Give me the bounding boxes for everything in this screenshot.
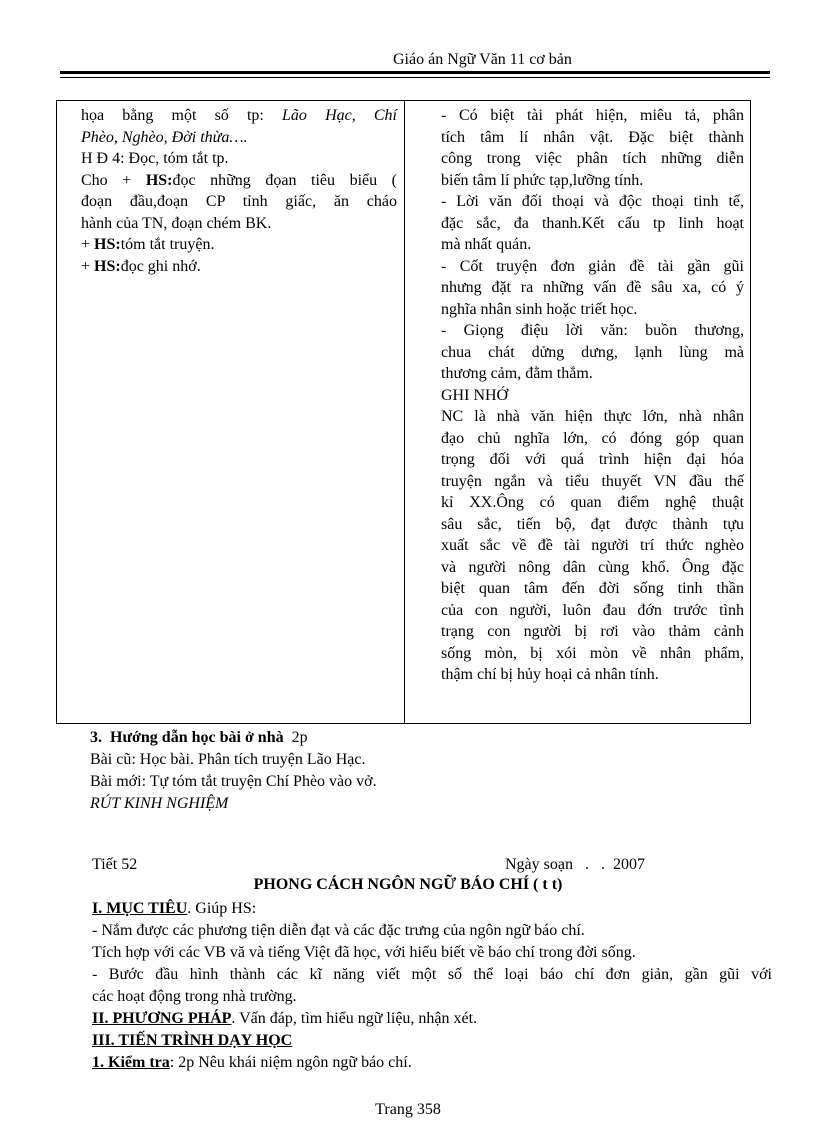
right-line: - Lời văn đối thoại và độc thoại tinh tế, [441, 193, 744, 210]
lesson-body [92, 898, 772, 1074]
lesson-title: PHONG CÁCH NGÔN NGỮ BÁO CHÍ ( t t) [253, 876, 563, 893]
left-line: đoạn đầu,đoạn CP tỉnh giấc, ăn cháo [81, 193, 397, 210]
table-column-divider [404, 101, 405, 723]
right-line: kỉ XX.Ông có quan điểm nghệ thuật [441, 494, 744, 511]
right-line: đặc sắc, đa thanh.Kết cấu tp linh hoạt [441, 214, 744, 232]
right-line: thậm chí bị hủy hoại cả nhân tính. [441, 666, 659, 683]
page-number: Trang 358 [375, 1101, 441, 1118]
right-line: - Cốt truyện đơn giản đề tài gần gũi [441, 257, 744, 275]
check-line: 1. Kiểm tra: 2p Nêu khái niệm ngôn ngữ báo chí. [92, 1054, 412, 1071]
left-line: họa bằng một số tp: Lão Hạc, Chí [81, 107, 398, 124]
rut-kinh-nghiem: RÚT KINH NGHIỆM [90, 795, 229, 812]
process-heading: III. TIẾN TRÌNH DẠY HỌC [92, 1032, 293, 1049]
right-line: - Có biệt tài phát hiện, miêu tả, phân [441, 107, 744, 124]
objective-line: các hoạt động trong nhà trường. [92, 988, 297, 1005]
table-left-cell [81, 105, 397, 277]
right-line: NC là nhà văn hiện thực lớn, nhà nhân [441, 408, 744, 425]
left-line: H Đ 4: Đọc, tóm tắt tp. [81, 150, 229, 167]
right-line: tích tâm lí nhân vật. Đặc biệt thành [441, 128, 744, 146]
right-line: biệt quan tâm đến đời sống tinh thần [441, 580, 744, 597]
right-line: chua chát dửng dưng, lạnh lùng mà [441, 343, 744, 361]
right-line: - Giọng điệu lời văn: buồn thương, [441, 322, 744, 339]
left-line: + HS:đọc ghi nhớ. [81, 257, 201, 275]
header-rule-thick [60, 71, 770, 74]
table-right-cell [441, 105, 744, 686]
method-heading: II. PHƯƠNG PHÁP. Vấn đáp, tìm hiểu ngữ liệu, nhận xét. [92, 1010, 478, 1027]
left-line: Cho + HS:đọc những đọan tiêu biểu ( [81, 171, 397, 189]
section-3-old-lesson: Bài cũ: Học bài. Phân tích truyện Lão Hạc. [90, 751, 366, 768]
right-line: và người nông dân cùng khổ. Ông đặc [441, 558, 744, 576]
right-line: trọng đối với quá trình hiện đại hóa [441, 451, 744, 468]
left-line: + HS:tóm tắt truyện. [81, 236, 215, 253]
objective-line: Tích hợp với các VB vă và tiếng Việt đã học, với hiểu biết về báo chí trong đời sống. [92, 944, 636, 961]
right-line: truyện ngắn và tiểu thuyết VN đầu thế [441, 472, 744, 490]
right-line: đạo chủ nghĩa lớn, có đóng góp quan [441, 429, 744, 447]
objectives-heading: I. MỤC TIÊU. Giúp HS: [92, 900, 257, 917]
section-3-heading: 3. Hướng dẫn học bài ở nhà 2p [90, 729, 308, 746]
left-line: Phèo, Nghèo, Đời thừa…. [81, 128, 248, 146]
lesson-number: Tiết 52 [92, 856, 138, 873]
right-line: nghĩa nhân sinh hoặc triết học. [441, 300, 638, 318]
right-line: trạng con người bị rơi vào thảm cảnh [441, 623, 744, 640]
right-line: công trong việc phân tích những diễn [441, 150, 744, 167]
right-line: GHI NHỚ [441, 386, 509, 404]
right-line: mà nhất quán. [441, 236, 532, 253]
section-3-homework [90, 727, 377, 815]
objective-line: - Nắm được các phương tiện diễn đạt và các đặc trưng của ngôn ngữ báo chí. [92, 922, 585, 939]
objective-line: - Bước đầu hình thành các kĩ năng viết một số thể loại báo chí đơn giản, gần gũi với [92, 966, 772, 983]
right-line: thương cảm, đằm thắm. [441, 365, 593, 382]
right-line: biến tâm lí phức tạp,lưỡng tính. [441, 171, 644, 189]
left-line: hành của TN, đoạn chém BK. [81, 214, 272, 232]
prepared-date: Ngày soạn . . 2007 [505, 856, 645, 873]
right-line: xuất sắc về đề tài người trí thức nghèo [441, 537, 744, 554]
header-rule-thin [60, 77, 770, 78]
lesson-table [56, 100, 751, 724]
document-header-title: Giáo án Ngữ Văn 11 cơ bản [393, 51, 572, 68]
right-line: sống mòn, bị xói mòn về nhân phẩm, [441, 644, 744, 662]
section-3-new-lesson: Bài mới: Tự tóm tắt truyện Chí Phèo vào vở. [90, 773, 377, 790]
right-line: của con người, luôn đau đớn trước tình [441, 601, 744, 619]
right-line: sâu sắc, tiến bộ, đạt được thành tựu [441, 515, 744, 533]
right-line: nhưng đặt ra những vấn đề sâu xa, có ý [441, 279, 744, 296]
